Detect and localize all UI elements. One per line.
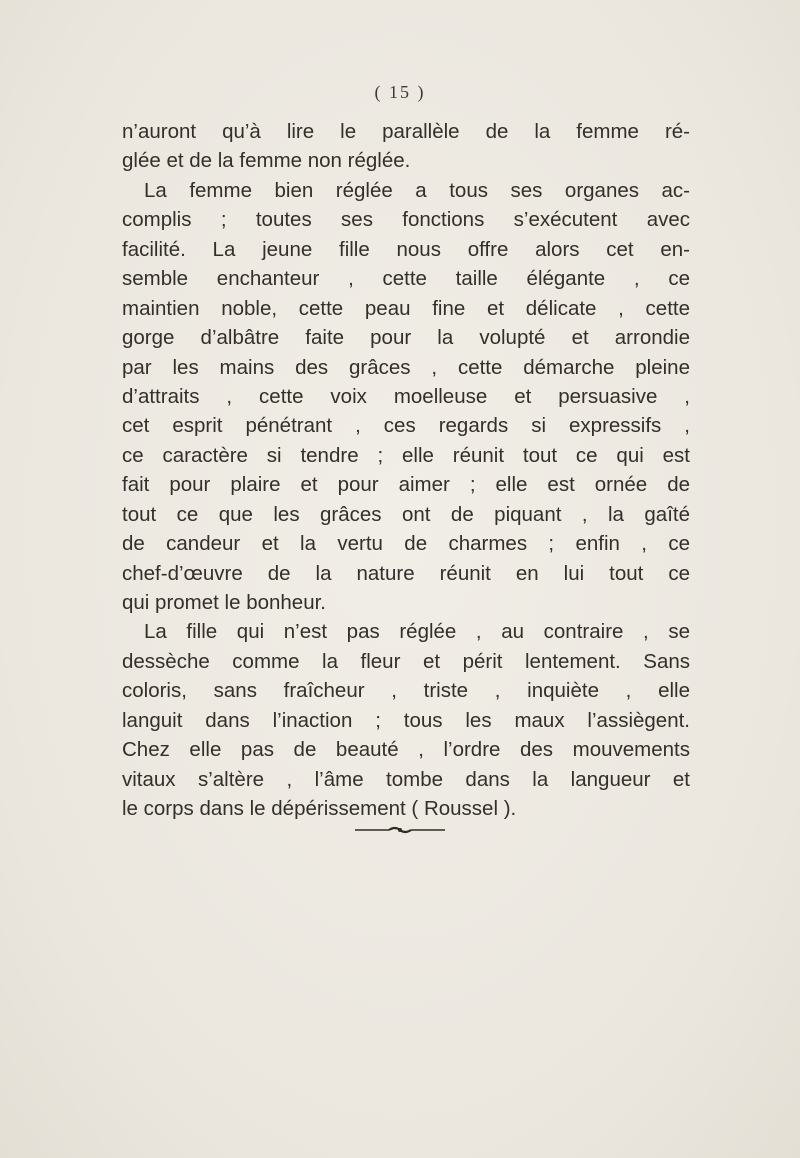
text-line: Chez elle pas de beauté , l’ordre des mouvements <box>122 738 690 762</box>
page-number: ( 15 ) <box>374 82 426 102</box>
text-line: facilité. La jeune fille nous offre alors cet en- <box>122 237 690 261</box>
body-text <box>122 117 690 824</box>
show-through-text <box>0 800 800 822</box>
text-line: le corps dans le dépérissement ( Roussel ). <box>122 797 517 821</box>
text-line: semble enchanteur , cette taille élégante , ce <box>122 267 690 291</box>
text-line: La femme bien réglée a tous ses organes ac- <box>144 178 690 202</box>
text-line: glée et de la femme non réglée. <box>122 149 411 173</box>
text-line: complis ; toutes ses fonctions s’exécutent avec <box>122 208 690 232</box>
text-line: ce caractère si tendre ; elle réunit tout ce qui est <box>122 443 690 467</box>
ornament-divider <box>355 826 445 834</box>
text-line: fait pour plaire et pour aimer ; elle est ornée de <box>122 473 690 497</box>
text-line: maintien noble, cette peau fine et délicate , cette <box>122 296 690 320</box>
text-line: qui promet le bonheur. <box>122 591 326 614</box>
text-line: d’attraits , cette voix moelleuse et persuasive , <box>122 384 690 408</box>
text-line: par les mains des grâces , cette démarche pleine <box>122 355 690 379</box>
text-line: dessèche comme la fleur et périt lentement. Sans <box>122 649 690 673</box>
text-line: coloris, sans fraîcheur , triste , inquiète , elle <box>122 679 690 703</box>
text-line: languit dans l’inaction ; tous les maux l’assiègent. <box>122 708 690 732</box>
text-line: La fille qui n’est pas réglée , au contraire , se <box>144 620 690 644</box>
text-line: vitaux s’altère , l’âme tombe dans la langueur et <box>122 767 690 791</box>
text-line: de candeur et la vertu de charmes ; enfin , ce <box>122 532 690 556</box>
text-line: chef-d’œuvre de la nature réunit en lui tout ce <box>122 561 690 585</box>
text-line: gorge d’albâtre faite pour la volupté et arrondie <box>122 326 690 350</box>
text-line: cet esprit pénétrant , ces regards si expressifs , <box>122 414 690 438</box>
text-line: tout ce que les grâces ont de piquant , la gaîté <box>122 502 690 526</box>
text-line: n’auront qu’à lire le parallèle de la femme ré- <box>122 120 690 143</box>
